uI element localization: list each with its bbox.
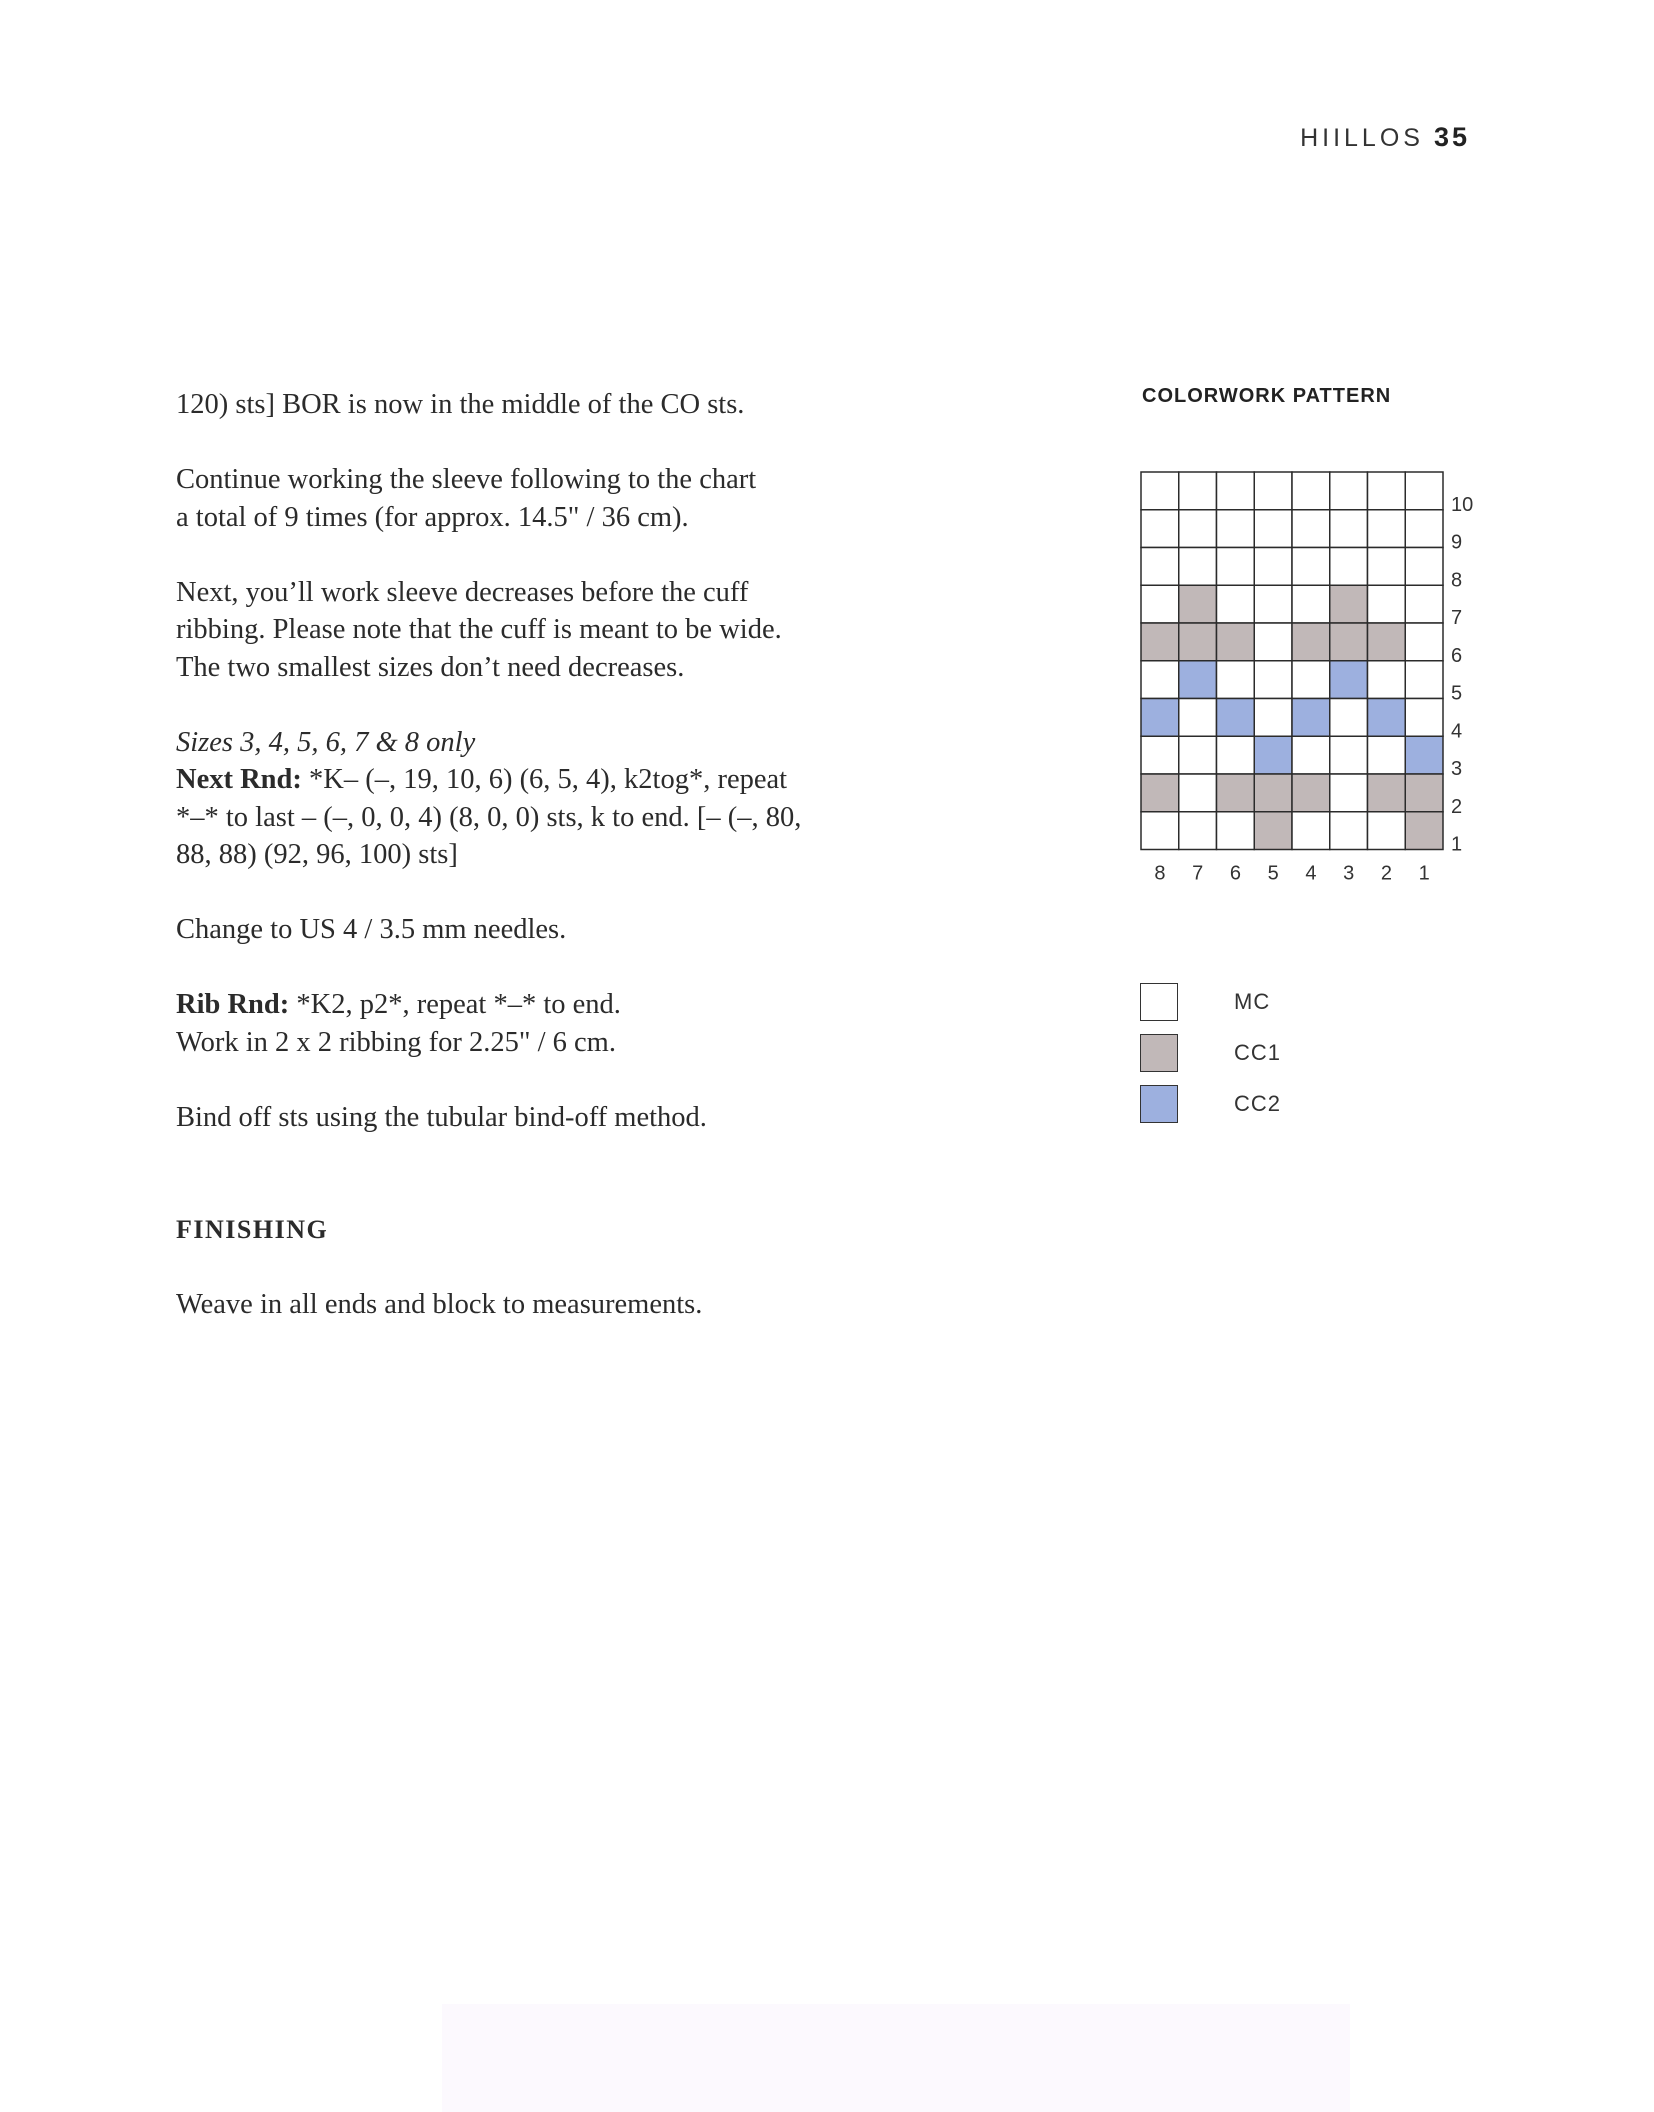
text-line: Bind off sts using the tubular bind-off method. (176, 1101, 707, 1133)
chart-cell-r7-c3 (1330, 585, 1368, 623)
chart-cell-r6-c2 (1368, 623, 1406, 661)
text-line: The two smallest sizes don’t need decreases. (176, 651, 685, 683)
row-label-10: 10 (1451, 493, 1474, 516)
chart-cell-r6-c6 (1217, 623, 1255, 661)
chart-cell-r3-c5 (1254, 736, 1292, 774)
chart-cell-r3-c8 (1141, 736, 1179, 774)
chart-cell-r8-c3 (1330, 548, 1368, 586)
chart-cell-r9-c1 (1405, 510, 1443, 548)
chart-cell-r4-c4 (1292, 699, 1330, 737)
legend-label-cc1: CC1 (1234, 1039, 1282, 1065)
chart-cell-r7-c7 (1179, 585, 1217, 623)
chart-cell-r5-c1 (1405, 661, 1443, 699)
chart-cell-r7-c5 (1254, 585, 1292, 623)
legend-item-cc1 (1140, 1027, 1281, 1078)
chart-cell-r5-c8 (1141, 661, 1179, 699)
chart-cell-r3-c7 (1179, 736, 1217, 774)
chart-cell-r8-c1 (1405, 548, 1443, 586)
chart-cell-r6-c3 (1330, 623, 1368, 661)
column-label-1: 1 (1418, 862, 1430, 885)
header-title: HIILLOS (1300, 124, 1424, 152)
chart-cell-r1-c7 (1179, 812, 1217, 850)
text-line: *K– (–, 19, 10, 6) (6, 5, 4), k2tog*, repeat (301, 764, 788, 795)
chart-cell-r8-c5 (1254, 548, 1292, 586)
row-label-4: 4 (1451, 720, 1463, 743)
chart-cell-r1-c4 (1292, 812, 1330, 850)
chart-cell-r3-c1 (1405, 736, 1443, 774)
legend-swatch-cc1 (1140, 1034, 1178, 1072)
chart-cell-r5-c3 (1330, 661, 1368, 699)
chart-title: COLORWORK PATTERN (1142, 385, 1392, 407)
chart-cell-r9-c7 (1179, 510, 1217, 548)
chart-cell-r10-c6 (1217, 472, 1255, 510)
chart-cell-r4-c5 (1254, 699, 1292, 737)
column-label-2: 2 (1380, 862, 1392, 885)
row-label-9: 9 (1451, 531, 1463, 554)
row-label-8: 8 (1451, 569, 1463, 592)
page-number: 35 (1433, 122, 1470, 152)
chart-cell-r9-c8 (1141, 510, 1179, 548)
chart-cell-r7-c1 (1405, 585, 1443, 623)
colorwork-chart (0, 0, 1654, 1000)
text-line: Continue working the sleeve following to the chart (176, 464, 757, 495)
chart-cell-r2-c7 (1179, 774, 1217, 812)
footer-tint (442, 2004, 1350, 2112)
paragraph-bind-off (176, 1099, 816, 1137)
legend-item-cc2 (1140, 1078, 1281, 1129)
row-label-5: 5 (1451, 682, 1463, 705)
chart-cell-r9-c3 (1330, 510, 1368, 548)
chart-cell-r1-c2 (1368, 812, 1406, 850)
text-line: 88, 88) (92, 96, 100) sts] (176, 839, 458, 870)
text-line: Next, you’ll work sleeve decreases before the cuff (176, 576, 749, 608)
chart-cell-r6-c4 (1292, 623, 1330, 661)
text-line: ribbing. Please note that the cuff is meant to be wide. (176, 614, 782, 645)
legend-label-mc: MC (1234, 988, 1271, 1014)
chart-cell-r4-c2 (1368, 699, 1406, 737)
chart-cell-r2-c4 (1292, 774, 1330, 812)
chart-cell-r10-c5 (1254, 472, 1292, 510)
chart-cell-r5-c2 (1368, 661, 1406, 699)
row-label-2: 2 (1451, 795, 1463, 818)
sizes-note: Sizes 3, 4, 5, 6, 7 & 8 only (176, 726, 476, 758)
row-label-7: 7 (1451, 607, 1463, 630)
chart-cell-r7-c4 (1292, 585, 1330, 623)
chart-cell-r2-c8 (1141, 774, 1179, 812)
chart-cell-r9-c5 (1254, 510, 1292, 548)
chart-cell-r3-c6 (1217, 736, 1255, 774)
legend-swatch-mc (1140, 983, 1178, 1021)
text-line: Weave in all ends and block to measurements. (176, 1289, 703, 1320)
column-label-5: 5 (1267, 862, 1279, 885)
chart-cell-r4-c3 (1330, 699, 1368, 737)
chart-cell-r8-c4 (1292, 548, 1330, 586)
chart-cell-r8-c7 (1179, 548, 1217, 586)
chart-cell-r2-c5 (1254, 774, 1292, 812)
chart-cell-r10-c4 (1292, 472, 1330, 510)
chart-cell-r4-c6 (1217, 699, 1255, 737)
chart-cell-r1-c1 (1405, 812, 1443, 850)
row-label-6: 6 (1451, 644, 1463, 667)
chart-cell-r8-c2 (1368, 548, 1406, 586)
chart-cell-r6-c1 (1405, 623, 1443, 661)
row-label-1: 1 (1451, 833, 1463, 856)
column-label-4: 4 (1305, 862, 1317, 885)
chart-cell-r1-c8 (1141, 812, 1179, 850)
row-label-3: 3 (1451, 758, 1463, 781)
chart-cell-r4-c7 (1179, 699, 1217, 737)
text-line: *K2, p2*, repeat *–* to end. (289, 989, 621, 1020)
chart-cell-r10-c3 (1330, 472, 1368, 510)
next-rnd-label: Next Rnd: (176, 764, 302, 795)
column-label-6: 6 (1229, 862, 1241, 885)
chart-cell-r2-c3 (1330, 774, 1368, 812)
chart-cell-r2-c1 (1405, 774, 1443, 812)
chart-cell-r8-c6 (1217, 548, 1255, 586)
chart-cell-r4-c1 (1405, 699, 1443, 737)
chart-cell-r10-c1 (1405, 472, 1443, 510)
chart-cell-r3-c2 (1368, 736, 1406, 774)
text-line: Change to US 4 / 3.5 mm needles. (176, 914, 567, 945)
chart-cell-r5-c6 (1217, 661, 1255, 699)
chart-cell-r2-c6 (1217, 774, 1255, 812)
column-label-3: 3 (1343, 862, 1355, 885)
text-line: 120) sts] BOR is now in the middle of the CO sts. (176, 389, 745, 420)
chart-cell-r1-c3 (1330, 812, 1368, 850)
chart-cell-r1-c5 (1254, 812, 1292, 850)
chart-cell-r9-c6 (1217, 510, 1255, 548)
chart-cell-r9-c2 (1368, 510, 1406, 548)
legend-swatch-cc2 (1140, 1085, 1178, 1123)
chart-cell-r7-c2 (1368, 585, 1406, 623)
chart-cell-r6-c5 (1254, 623, 1292, 661)
chart-cell-r10-c2 (1368, 472, 1406, 510)
chart-cell-r10-c7 (1179, 472, 1217, 510)
column-label-7: 7 (1192, 862, 1204, 885)
chart-cell-r6-c7 (1179, 623, 1217, 661)
text-line: a total of 9 times (for approx. 14.5" / 36 cm). (176, 501, 689, 533)
chart-legend (1140, 976, 1281, 1129)
chart-cell-r3-c3 (1330, 736, 1368, 774)
chart-cell-r9-c4 (1292, 510, 1330, 548)
chart-cell-r7-c6 (1217, 585, 1255, 623)
finishing-heading: FINISHING (176, 1215, 329, 1244)
chart-cell-r5-c4 (1292, 661, 1330, 699)
paragraph-finishing (176, 1286, 816, 1324)
chart-cell-r8-c8 (1141, 548, 1179, 586)
chart-cell-r5-c5 (1254, 661, 1292, 699)
text-line: *–* to last – (–, 0, 0, 4) (8, 0, 0) sts, k to end. [– (–, 80, (176, 801, 802, 833)
chart-cell-r10-c8 (1141, 472, 1179, 510)
chart-cell-r4-c8 (1141, 699, 1179, 737)
column-label-8: 8 (1154, 862, 1166, 885)
rib-rnd-label: Rib Rnd: (176, 989, 290, 1020)
chart-cell-r6-c8 (1141, 623, 1179, 661)
text-line: Work in 2 x 2 ribbing for 2.25" / 6 cm. (176, 1026, 616, 1058)
legend-label-cc2: CC2 (1234, 1090, 1282, 1116)
chart-cell-r1-c6 (1217, 812, 1255, 850)
chart-cell-r7-c8 (1141, 585, 1179, 623)
chart-cell-r2-c2 (1368, 774, 1406, 812)
chart-cell-r5-c7 (1179, 661, 1217, 699)
chart-cell-r3-c4 (1292, 736, 1330, 774)
legend-item-mc (1140, 976, 1281, 1027)
